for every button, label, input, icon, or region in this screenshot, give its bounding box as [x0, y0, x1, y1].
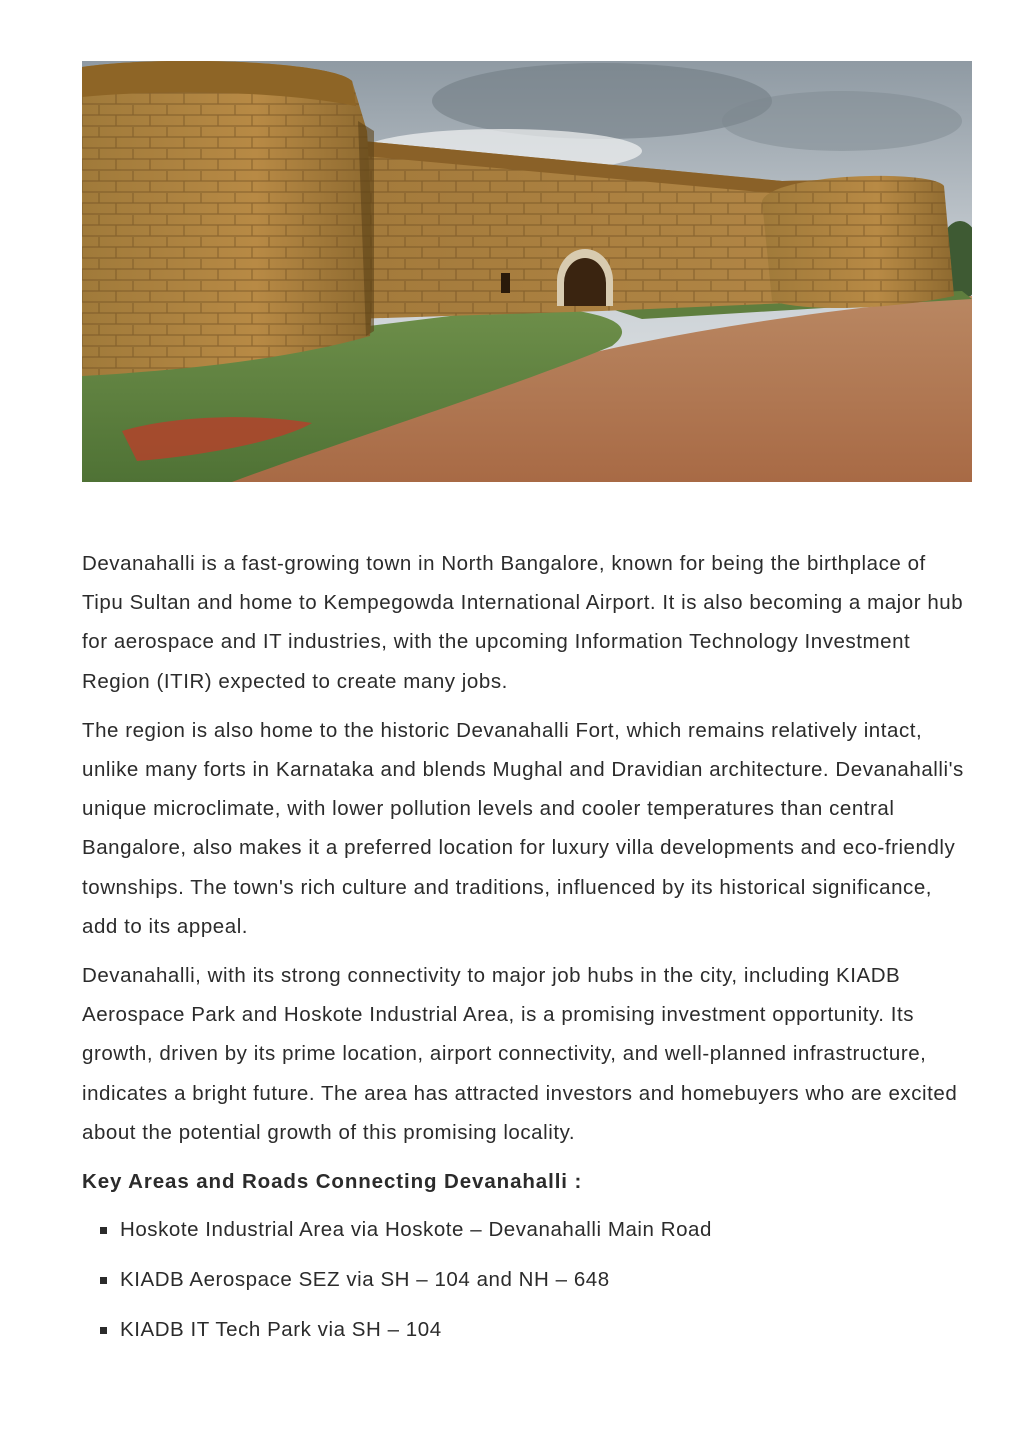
square-bullet-icon: [100, 1327, 107, 1334]
square-bullet-icon: [100, 1227, 107, 1234]
intro-paragraph: Devanahalli is a fast-growing town in North Bangalore, known for being the birthplace of Tipu Sultan and home to Kempegowda International Airport. It is also becoming a major hub for aerospace and IT industries, with the upcoming Information Technology Investment Region (ITIR) expected to create many jobs.: [82, 552, 964, 693]
article-body: [82, 544, 972, 1349]
key-areas-list: [82, 1210, 972, 1349]
square-bullet-icon: [100, 1277, 107, 1284]
list-item-text: KIADB IT Tech Park via SH – 104: [120, 1318, 442, 1342]
fort-paragraph: The region is also home to the historic Devanahalli Fort, which remains relatively intact, unlike many forts in Karnataka and blends Mughal and Dravidian architecture. Devanahalli's unique microclimate, with lower pollution levels and cooler temperatures than central Bangalore, also makes it a preferred location for luxury villa developments and eco-friendly townships. The town's rich culture and traditions, influenced by its historical significance, add to its appeal.: [82, 718, 964, 938]
list-item: [120, 1260, 972, 1299]
list-item: [120, 1310, 972, 1349]
list-item: [120, 1210, 972, 1249]
list-item-text: Hoskote Industrial Area via Hoskote – Devanahalli Main Road: [120, 1218, 712, 1242]
fort-photo: [82, 61, 972, 482]
investment-paragraph: Devanahalli, with its strong connectivity to major job hubs in the city, including KIADB Aerospace Park and Hoskote Industrial Area, is a promising investment opportunity. Its growth, driven by its prime location, airport connectivity, and well-planned infrastructure, indicates a bright future. The area has attracted investors and homebuyers who are excited about the potential growth of this promising locality.: [82, 964, 958, 1144]
list-item-text: KIADB Aerospace SEZ via SH – 104 and NH – 648: [120, 1268, 610, 1292]
article: [82, 61, 972, 1360]
key-areas-heading: Key Areas and Roads Connecting Devanahalli :: [82, 1170, 583, 1194]
